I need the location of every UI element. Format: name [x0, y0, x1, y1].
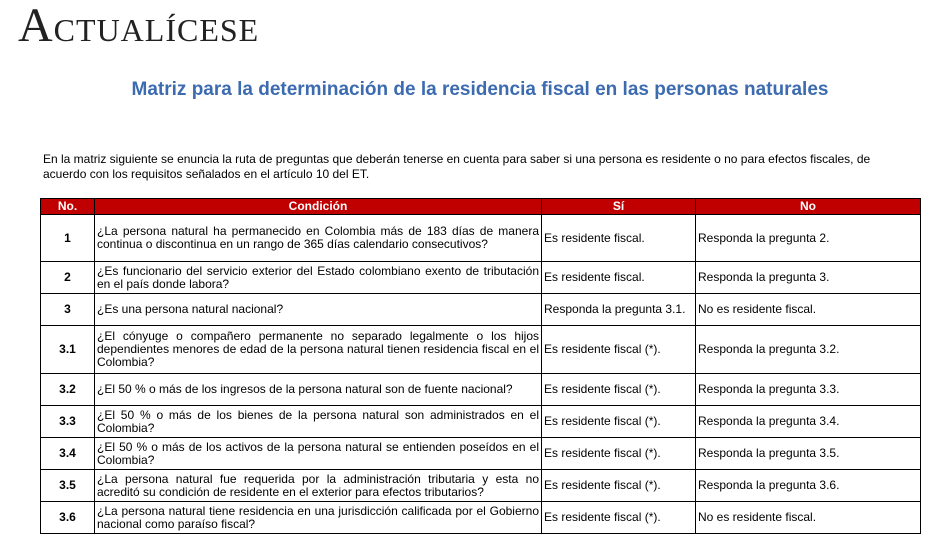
row-yes-answer: Responda la pregunta 3.1.: [542, 294, 696, 326]
row-number: 3.2: [41, 374, 95, 406]
row-condition: ¿La persona natural ha permanecido en Colombia más de 183 días de manera continua o discontinua en un rango de 365 días calendario consecutivos?: [95, 215, 542, 262]
row-condition: ¿La persona natural tiene residencia en una jurisdicción calificada por el Gobierno nacional como paraíso fiscal?: [95, 502, 542, 534]
row-condition: ¿El 50 % o más de los bienes de la persona natural son administrados en el Colombia?: [95, 406, 542, 438]
table-row: [41, 262, 921, 294]
row-no-answer: No es residente fiscal.: [696, 294, 921, 326]
row-condition: ¿La persona natural fue requerida por la administración tributaria y esta no acreditó su condición de residente en el exterior para efectos tributarios?: [95, 470, 542, 502]
row-number: 3.3: [41, 406, 95, 438]
row-no-answer: Responda la pregunta 3.5.: [696, 438, 921, 470]
row-yes-answer: Es residente fiscal (*).: [542, 326, 696, 374]
table-row: [41, 326, 921, 374]
row-no-answer: Responda la pregunta 3.2.: [696, 326, 921, 374]
row-no-answer: Responda la pregunta 3.6.: [696, 470, 921, 502]
logo-rest: CTUALÍCESE: [53, 12, 260, 48]
row-yes-answer: Es residente fiscal.: [542, 262, 696, 294]
row-condition: ¿El 50 % o más de los activos de la persona natural se entienden poseídos en el Colombia?: [95, 438, 542, 470]
row-no-answer: No es residente fiscal.: [696, 502, 921, 534]
row-yes-answer: Es residente fiscal (*).: [542, 470, 696, 502]
row-number: 3.6: [41, 502, 95, 534]
row-number: 3.4: [41, 438, 95, 470]
row-number: 3.1: [41, 326, 95, 374]
table-row: [41, 374, 921, 406]
table-row: [41, 502, 921, 534]
page-title: Matriz para la determinación de la residencia fiscal en las personas naturales: [131, 79, 829, 100]
row-number: 3.5: [41, 470, 95, 502]
header-si: Sí: [542, 199, 696, 215]
table-row: [41, 470, 921, 502]
row-yes-answer: Es residente fiscal (*).: [542, 438, 696, 470]
logo-initial: A: [18, 0, 54, 52]
site-logo: [18, 2, 259, 50]
row-condition: ¿El 50 % o más de los ingresos de la persona natural son de fuente nacional?: [95, 374, 542, 406]
table-row: [41, 215, 921, 262]
row-no-answer: Responda la pregunta 3.3.: [696, 374, 921, 406]
row-yes-answer: Es residente fiscal (*).: [542, 406, 696, 438]
table-header-row: [41, 199, 921, 215]
row-number: 3: [41, 294, 95, 326]
row-no-answer: Responda la pregunta 2.: [696, 215, 921, 262]
row-number: 2: [41, 262, 95, 294]
residency-matrix-table: [40, 198, 921, 534]
row-yes-answer: Es residente fiscal (*).: [542, 374, 696, 406]
row-condition: ¿Es una persona natural nacional?: [95, 294, 542, 326]
table-row: [41, 294, 921, 326]
header-condicion: Condición: [95, 199, 542, 215]
table-row: [41, 406, 921, 438]
row-yes-answer: Es residente fiscal.: [542, 215, 696, 262]
row-condition: ¿Es funcionario del servicio exterior del Estado colombiano exento de tributación en el país donde labora?: [95, 262, 542, 294]
header-no-answer: No: [696, 199, 921, 215]
row-no-answer: Responda la pregunta 3.4.: [696, 406, 921, 438]
intro-paragraph: En la matriz siguiente se enuncia la ruta de preguntas que deberán tenerse en cuenta para saber si una persona es residente o no para efectos fiscales, de acuerdo con los requisitos señalados en el artículo 10 del ET.: [43, 152, 871, 181]
table-row: [41, 438, 921, 470]
row-number: 1: [41, 215, 95, 262]
row-yes-answer: Es residente fiscal (*).: [542, 502, 696, 534]
row-condition: ¿El cónyuge o compañero permanente no separado legalmente o los hijos dependientes menores de edad de la persona natural tienen residencia fiscal en el Colombia?: [95, 326, 542, 374]
row-no-answer: Responda la pregunta 3.: [696, 262, 921, 294]
header-no: No.: [41, 199, 95, 215]
